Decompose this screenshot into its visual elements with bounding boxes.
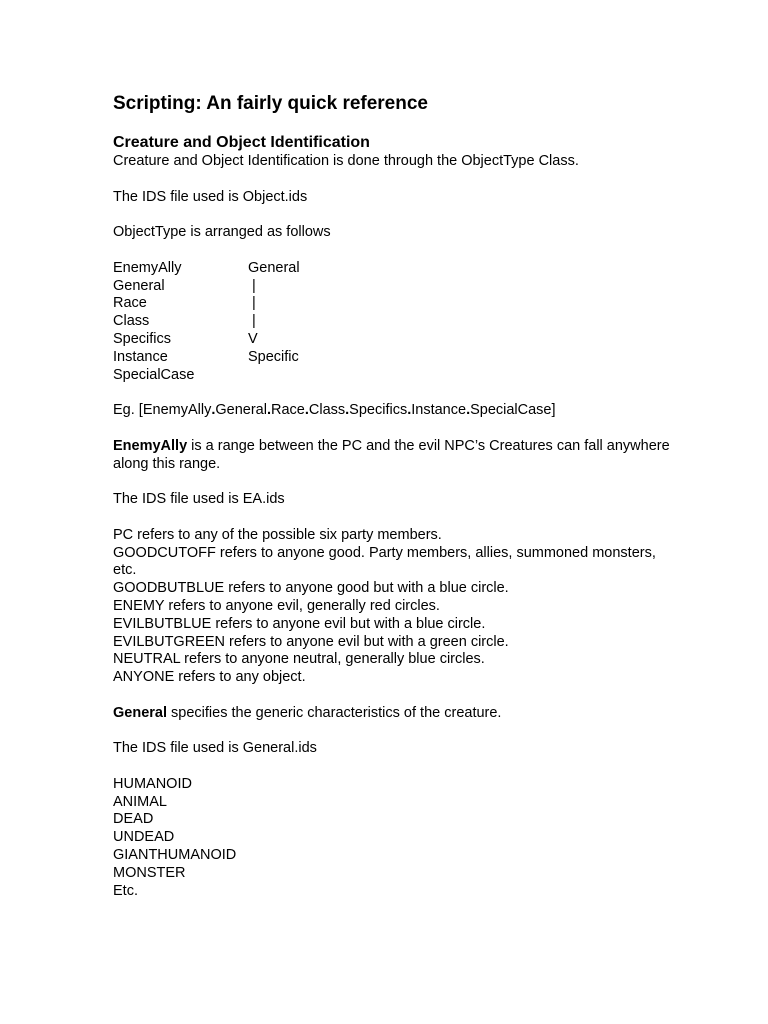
general-value-item: HUMANOID xyxy=(113,775,192,792)
enemyally-values-list xyxy=(113,527,673,687)
example-separator: . xyxy=(304,402,309,419)
example-part: EnemyAlly xyxy=(142,402,212,419)
hierarchy-row xyxy=(113,260,673,278)
example-separator: . xyxy=(466,402,471,419)
general-description xyxy=(113,705,673,723)
section-heading: Creature and Object Identification xyxy=(113,134,370,151)
example-separator: . xyxy=(345,402,350,419)
general-value-item: UNDEAD xyxy=(113,829,175,846)
enemyally-value-item: EVILBUTGREEN refers to anyone evil but with a green circle. xyxy=(113,633,509,650)
spacer xyxy=(113,687,673,705)
enemyally-value-item: EVILBUTBLUE refers to anyone evil but with a blue circle. xyxy=(113,615,486,632)
example-prefix: Eg. [ xyxy=(113,402,143,419)
example-part: Specifics xyxy=(349,402,408,419)
hierarchy-field: Specifics xyxy=(113,330,172,347)
hierarchy-field: Race xyxy=(113,295,147,312)
hierarchy-arrow: Specific xyxy=(248,348,299,365)
example-part: General xyxy=(215,402,267,419)
example-part: Race xyxy=(270,402,305,419)
example-line xyxy=(113,402,673,420)
object-ids-note: The IDS file used is Object.ids xyxy=(113,188,308,205)
example-separator: . xyxy=(407,402,412,419)
hierarchy-row xyxy=(113,313,673,331)
spacer xyxy=(113,420,673,438)
arranged-note: ObjectType is arranged as follows xyxy=(113,224,331,241)
spacer xyxy=(113,171,673,189)
enemyally-value-item: GOODBUTBLUE refers to anyone good but with a blue circle. xyxy=(113,580,509,597)
spacer xyxy=(113,242,673,260)
hierarchy-arrow: | xyxy=(248,277,256,294)
hierarchy-arrow xyxy=(248,367,673,385)
general-term: General xyxy=(113,704,167,721)
spacer xyxy=(113,723,673,741)
hierarchy-row xyxy=(113,367,673,385)
spacer xyxy=(113,206,673,224)
example-part: Class xyxy=(308,402,346,419)
enemyally-value-item: PC refers to any of the possible six party members. xyxy=(113,526,442,543)
enemyally-value-item: NEUTRAL refers to anyone neutral, generally blue circles. xyxy=(113,651,485,668)
general-value-item: GIANTHUMANOID xyxy=(113,847,237,864)
example-suffix: ] xyxy=(551,402,556,419)
hierarchy-field: Instance xyxy=(113,348,168,365)
example-separator: . xyxy=(266,402,271,419)
general-value-item: MONSTER xyxy=(113,864,186,881)
hierarchy-field: SpecialCase xyxy=(113,366,195,383)
general-value-item: DEAD xyxy=(113,811,154,828)
hierarchy-arrow: General xyxy=(248,259,300,276)
hierarchy-row xyxy=(113,295,673,313)
enemyally-description xyxy=(113,438,673,474)
spacer xyxy=(113,509,673,527)
ea-ids-note: The IDS file used is EA.ids xyxy=(113,491,285,508)
enemyally-term: EnemyAlly xyxy=(113,437,188,454)
hierarchy-list xyxy=(113,260,673,385)
enemyally-value-item: ENEMY refers to anyone evil, generally red circles. xyxy=(113,597,440,614)
enemyally-value-item: ANYONE refers to any object. xyxy=(113,669,306,686)
example-separator: . xyxy=(211,402,216,419)
hierarchy-arrow: | xyxy=(248,295,256,312)
hierarchy-field: Class xyxy=(113,313,150,330)
general-value-item: Etc. xyxy=(113,882,138,899)
hierarchy-row xyxy=(113,349,673,367)
spacer xyxy=(113,758,673,776)
enemyally-text: is a range between the PC and the evil NPC’s Creatures can fall anywhere along this range. xyxy=(113,437,670,472)
hierarchy-row xyxy=(113,278,673,296)
hierarchy-field: EnemyAlly xyxy=(113,259,182,276)
hierarchy-arrow: V xyxy=(248,330,258,347)
hierarchy-row xyxy=(113,331,673,349)
hierarchy-field: General xyxy=(113,277,165,294)
general-text: specifies the generic characteristics of the creature. xyxy=(167,704,502,721)
spacer xyxy=(113,384,673,402)
general-value-item: ANIMAL xyxy=(113,793,167,810)
general-ids-note: The IDS file used is General.ids xyxy=(113,740,317,757)
spacer xyxy=(113,473,673,491)
document-page xyxy=(113,92,673,900)
general-values-list xyxy=(113,776,673,901)
example-part: Instance xyxy=(411,402,467,419)
hierarchy-arrow: | xyxy=(248,313,256,330)
example-part: SpecialCase xyxy=(470,402,552,419)
section-intro: Creature and Object Identification is done through the ObjectType Class. xyxy=(113,153,579,169)
document-title: Scripting: An fairly quick reference xyxy=(113,93,428,114)
enemyally-value-item: GOODCUTOFF refers to anyone good. Party members, allies, summoned monsters, etc. xyxy=(113,544,656,579)
